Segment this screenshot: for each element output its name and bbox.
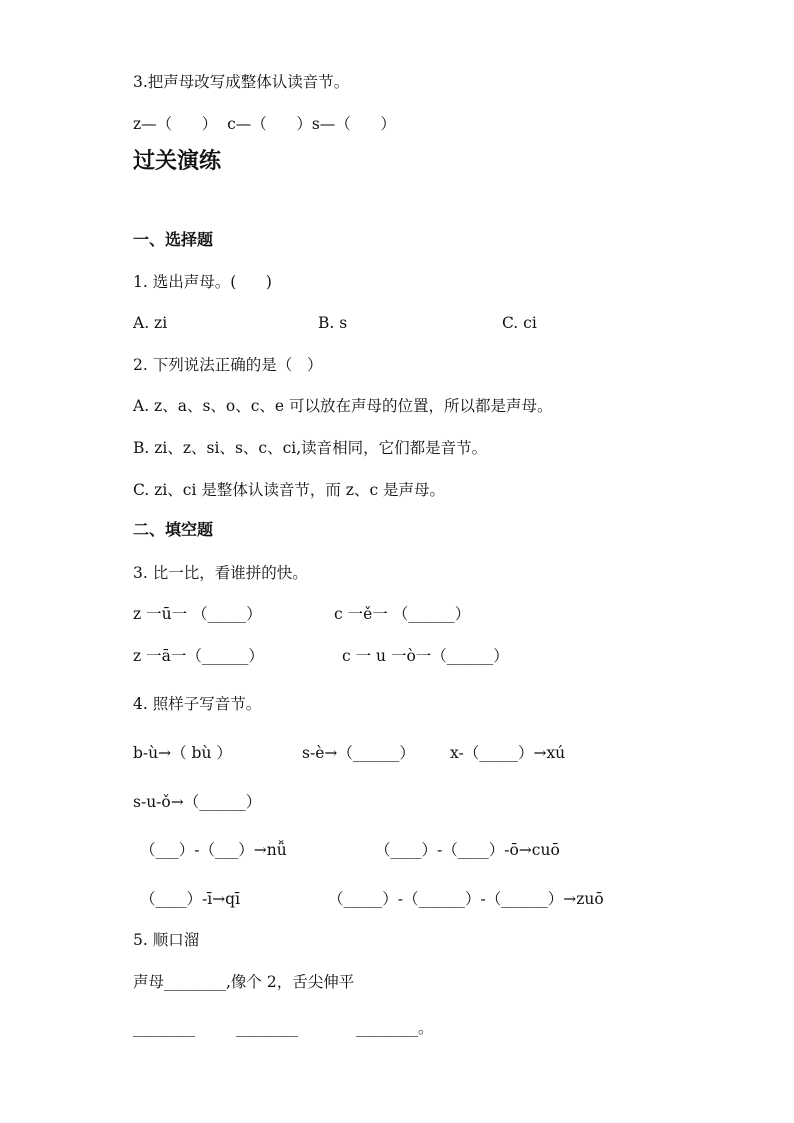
question-2: 2. 下列说法正确的是（ ） xyxy=(133,356,323,374)
q3-row1-a: z 一ū一 （_____） xyxy=(133,605,262,623)
q4-row4-b: （_____）-（______）-（______）→zuō xyxy=(328,890,604,908)
section-fill-title: 二、填空题 xyxy=(133,520,214,539)
q4-row3-a: （___）-（___）→nǚ xyxy=(140,841,287,859)
q1-option-b: B. s xyxy=(318,314,348,332)
q4-row1-b: s-è→（______） xyxy=(302,744,415,762)
q3-top-row: z—（ ） c—（ ）s—（ ） xyxy=(133,115,396,133)
q4-row1-c: x-（_____）→xú xyxy=(450,744,566,762)
q3-row1-b: c 一ě一 （______） xyxy=(334,605,471,623)
q3-row2-a: z 一ā一（______） xyxy=(133,647,264,665)
question-5: 5. 顺口溜 xyxy=(133,931,200,949)
q4-row4-a: （____）-ī→qī xyxy=(140,890,241,908)
question-4: 4. 照样子写音节。 xyxy=(133,695,262,713)
q3-top-title: 3.把声母改写成整体认读音节。 xyxy=(133,73,350,91)
q2-option-b: B. zi、z、si、s、c、ci,读音相同，它们都是音节。 xyxy=(133,439,488,457)
q4-row2: s-u-ǒ→（______） xyxy=(133,793,262,811)
q5-blank-1: ________ xyxy=(133,1019,195,1037)
q2-option-c: C. zi、ci 是整体认读音节，而 z、c 是声母。 xyxy=(133,481,446,499)
q1-option-a: A. zi xyxy=(133,314,168,332)
q4-row3-b: （____）-（____）-ō→cuō xyxy=(375,841,560,859)
q3-row2-b: c 一 u 一ò一（______） xyxy=(342,647,509,665)
section-choice-title: 一、选择题 xyxy=(133,230,214,249)
page-heading: 过关演练 xyxy=(133,148,222,174)
q2-option-a: A. z、a、s、o、c、e 可以放在声母的位置，所以都是声母。 xyxy=(133,397,553,415)
q4-row1-a: b-ù→（ bù ） xyxy=(133,744,232,762)
q5-blank-2: ________ xyxy=(236,1019,298,1037)
q5-blank-3: ________。 xyxy=(356,1019,434,1037)
q5-line1: 声母________,像个 2，舌尖伸平 xyxy=(133,973,355,991)
question-1: 1. 选出声母。( ) xyxy=(133,273,272,291)
q1-option-c: C. ci xyxy=(502,314,537,332)
question-3: 3. 比一比，看谁拼的快。 xyxy=(133,564,308,582)
